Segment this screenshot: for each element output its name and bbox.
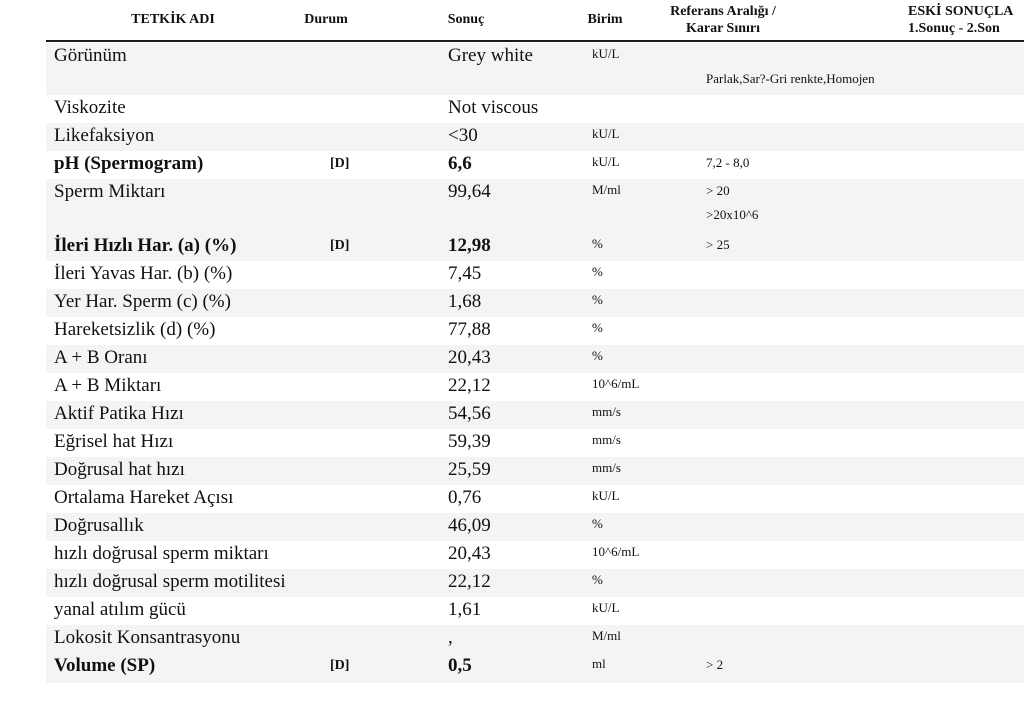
header-reference-line1: Referans Aralığı / [670, 4, 776, 19]
test-name: Hareketsizlik (d) (%) [54, 319, 216, 340]
table-row [46, 179, 1024, 233]
test-name: hızlı doğrusal sperm motilitesi [54, 571, 286, 592]
test-name: Aktif Patika Hızı [54, 403, 184, 424]
unit-value: kU/L [592, 154, 620, 169]
header-old-results [908, 3, 1013, 37]
test-name: hızlı doğrusal sperm miktarı [54, 543, 269, 564]
table-row [46, 597, 1024, 625]
result-value: <30 [448, 125, 478, 146]
table-row [46, 485, 1024, 513]
test-name: A + B Miktarı [54, 375, 162, 396]
test-name: Viskozite [54, 97, 126, 118]
unit-value: M/ml [592, 628, 621, 643]
table-row [46, 95, 1024, 123]
result-value: 77,88 [448, 319, 491, 340]
table-row [46, 401, 1024, 429]
table-header [0, 0, 1024, 42]
unit-value: % [592, 516, 603, 531]
table-row [46, 317, 1024, 345]
status-flag: [D] [330, 156, 350, 171]
table-row [46, 373, 1024, 401]
table-row [46, 653, 1024, 683]
unit-value: kU/L [592, 488, 620, 503]
header-old-results-line1: ESKİ SONUÇLA [908, 4, 1014, 19]
status-flag: [D] [330, 658, 350, 673]
test-name: Eğrisel hat Hızı [54, 431, 174, 452]
unit-value: % [592, 348, 603, 363]
result-value: 25,59 [448, 459, 491, 480]
unit-value: kU/L [592, 46, 620, 61]
result-value: 0,76 [448, 487, 482, 508]
header-reference-line2: Karar Sınırı [685, 21, 761, 36]
table-row [46, 261, 1024, 289]
unit-value: % [592, 264, 603, 279]
status-flag: [D] [330, 238, 350, 253]
result-value: 99,64 [448, 181, 491, 202]
table-row [46, 513, 1024, 541]
table-row [46, 569, 1024, 597]
unit-value: % [592, 292, 603, 307]
header-old-results-line2: 1.Sonuç - 2.Son [908, 21, 1000, 36]
test-name: pH (Spermogram) [54, 153, 204, 174]
test-name: İleri Yavas Har. (b) (%) [54, 263, 233, 284]
reference-note: >20x10^6 [706, 207, 759, 222]
table-row [46, 43, 1024, 95]
unit-value: M/ml [592, 182, 621, 197]
test-name: Görünüm [54, 45, 127, 66]
result-value: 20,43 [448, 347, 491, 368]
unit-value: % [592, 572, 603, 587]
test-name: Ortalama Hareket Açısı [54, 487, 234, 508]
reference-note: Parlak,Sar?-Gri renkte,Homojen [706, 71, 875, 86]
header-divider [46, 40, 1024, 42]
unit-value: % [592, 236, 603, 251]
test-name: Doğrusallık [54, 515, 144, 536]
header-status: Durum [304, 12, 348, 27]
reference-range: > 25 [706, 237, 730, 252]
result-value: 54,56 [448, 403, 491, 424]
table-row [46, 151, 1024, 179]
result-value: 22,12 [448, 375, 491, 396]
result-value: 0,5 [448, 655, 472, 676]
unit-value: mm/s [592, 432, 621, 447]
result-value: 6,6 [448, 153, 472, 174]
result-value: 12,98 [448, 235, 491, 256]
result-value: Not viscous [448, 97, 539, 118]
test-name: Lokosit Konsantrasyonu [54, 627, 241, 648]
result-value: 1,68 [448, 291, 482, 312]
unit-value: 10^6/mL [592, 544, 640, 559]
table-row [46, 541, 1024, 569]
unit-value: mm/s [592, 460, 621, 475]
reference-range: 7,2 - 8,0 [706, 155, 750, 170]
header-reference [648, 3, 798, 37]
result-value: 7,45 [448, 263, 482, 284]
test-name: Doğrusal hat hızı [54, 459, 185, 480]
table-row [46, 625, 1024, 653]
table-row [46, 289, 1024, 317]
table-row [46, 429, 1024, 457]
table-row [46, 123, 1024, 151]
test-name: yanal atılım gücü [54, 599, 186, 620]
unit-value: ml [592, 656, 606, 671]
test-name: Likefaksiyon [54, 125, 155, 146]
result-value: , [448, 627, 453, 648]
result-value: 59,39 [448, 431, 491, 452]
result-value: 1,61 [448, 599, 482, 620]
test-name: Sperm Miktarı [54, 181, 166, 202]
unit-value: kU/L [592, 600, 620, 615]
unit-value: kU/L [592, 126, 620, 141]
unit-value: mm/s [592, 404, 621, 419]
table-row [46, 345, 1024, 373]
test-name: A + B Oranı [54, 347, 148, 368]
table-row [46, 457, 1024, 485]
result-value: 20,43 [448, 543, 491, 564]
table-row [46, 233, 1024, 261]
test-name: Volume (SP) [54, 655, 156, 676]
reference-range: > 20 [706, 183, 730, 198]
header-result: Sonuç [447, 12, 485, 27]
test-name: İleri Hızlı Har. (a) (%) [54, 235, 237, 256]
header-unit: Birim [587, 12, 623, 27]
header-test-name: TETKİK ADI [131, 12, 215, 27]
result-value: 22,12 [448, 571, 491, 592]
results-table [46, 43, 1024, 701]
result-value: 46,09 [448, 515, 491, 536]
reference-range: > 2 [706, 657, 724, 672]
unit-value: 10^6/mL [592, 376, 640, 391]
result-value: Grey white [448, 45, 533, 66]
test-name: Yer Har. Sperm (c) (%) [54, 291, 231, 312]
unit-value: % [592, 320, 603, 335]
